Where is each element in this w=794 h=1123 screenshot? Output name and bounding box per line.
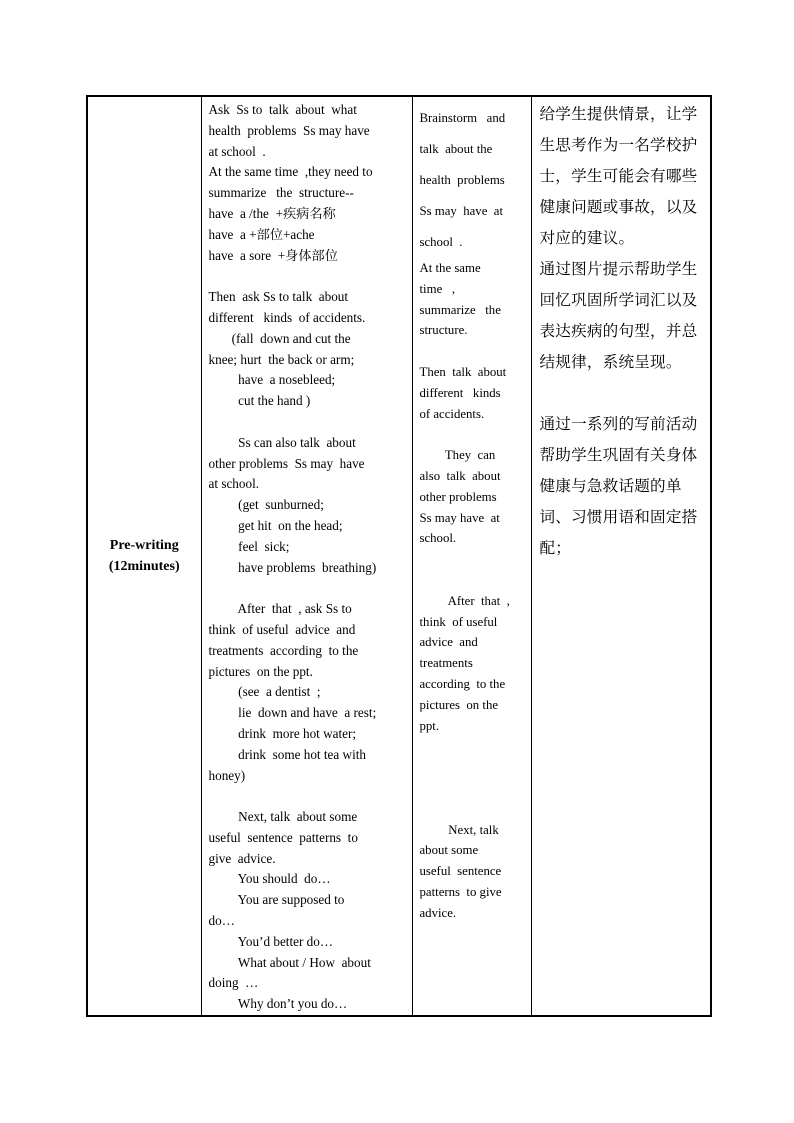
text-line: 通过图片提示帮助学生 (539, 260, 698, 278)
text-line: useful sentence patterns to (208, 829, 358, 845)
text-line: school . (419, 235, 463, 249)
stage-name: Pre-writing (109, 538, 179, 554)
text-line: (get sunburned; (208, 497, 324, 513)
text-line: At the same time ,they need to (208, 164, 373, 180)
text-line: cut the hand ) (208, 393, 311, 409)
text-line: advice and (419, 635, 478, 650)
text-line: 回忆巩固所学词汇以及 (539, 291, 698, 309)
text-line: lie down and have a rest; (208, 705, 377, 721)
text-line: Why don’t you do… (208, 996, 348, 1012)
text-line: at school. (208, 476, 260, 492)
student-activity-cell (412, 96, 531, 1016)
text-line: advice. (419, 905, 457, 920)
blank-line (209, 266, 412, 287)
text-line: ppt. (419, 718, 440, 733)
text-line: At the same (419, 261, 481, 275)
blank-line (420, 736, 531, 757)
text-line: different kinds (419, 385, 501, 400)
text-line: (fall down and cut the (208, 330, 351, 346)
text-line: knee; hurt the back or arm; (208, 351, 355, 367)
text-line: pictures on the (419, 697, 499, 712)
teacher-activity-text (209, 100, 412, 1015)
text-line: 通过一系列的写前活动 (539, 415, 698, 433)
blank-line (209, 578, 412, 599)
text-line: useful sentence (419, 864, 502, 879)
student-activity-brainstorm (420, 103, 531, 258)
text-line: You should do… (208, 871, 331, 887)
blank-line (540, 378, 705, 409)
text-line: 对应的建议。 (539, 229, 635, 247)
text-line: at school . (208, 143, 266, 159)
stage-duration: (12minutes) (108, 559, 180, 575)
blank-line (420, 757, 531, 778)
stage-cell (87, 96, 201, 1016)
text-line: Next, talk (419, 822, 499, 837)
text-line: give advice. (208, 850, 276, 866)
text-line: different kinds of accidents. (208, 309, 366, 325)
text-line: Ss can also talk about (208, 434, 356, 450)
text-line: drink some hot tea with (208, 746, 366, 762)
blank-line (420, 424, 531, 445)
text-line: have a sore +身体部位 (208, 247, 338, 263)
text-line: (see a dentist ; (208, 684, 321, 700)
text-line: summarize the structure-- (208, 185, 354, 201)
text-line: also talk about (419, 468, 501, 483)
text-line: 表达疾病的句型，并总 (539, 322, 698, 340)
text-line: 生思考作为一名学校护 (539, 136, 698, 154)
blank-line (209, 786, 412, 807)
text-line: according to the (419, 676, 506, 691)
text-line: Brainstorm and (419, 111, 506, 125)
text-line: You are supposed to (208, 892, 345, 908)
text-line: 帮助学生巩固有关身体 (539, 446, 698, 464)
text-line: pictures on the ppt. (208, 663, 313, 679)
text-line: have a nosebleed; (208, 372, 336, 388)
teacher-activity-cell (201, 96, 412, 1016)
text-line: get hit on the head; (208, 517, 343, 533)
text-line: You’d better do… (208, 933, 334, 949)
text-line: have a +部位+ache (208, 226, 315, 242)
text-line: think of useful (419, 614, 498, 629)
purpose-cell (531, 96, 711, 1016)
text-line: After that , ask Ss to (208, 601, 352, 617)
text-line: 结规律，系统呈现。 (539, 353, 682, 371)
text-line: They can (419, 448, 496, 463)
table-row (87, 96, 711, 1016)
blank-line (420, 341, 531, 362)
text-line: talk about the (419, 142, 493, 156)
text-line: feel sick; (208, 538, 290, 554)
text-line: have problems breathing) (208, 559, 377, 575)
purpose-text (540, 99, 705, 564)
blank-line (420, 570, 531, 591)
text-line: drink more hot water; (208, 725, 357, 741)
text-line: Next, talk about some (208, 809, 358, 825)
text-line: treatments (419, 656, 473, 671)
text-line: Ss may have at (419, 510, 500, 525)
text-line: treatments according to the (208, 642, 359, 658)
blank-line (420, 778, 531, 799)
text-line: After that , (419, 593, 510, 608)
text-line: 词、习惯用语和固定搭 (539, 508, 698, 526)
text-line: of accidents. (419, 406, 485, 421)
text-line: school. (419, 531, 457, 546)
text-line: 给学生提供情景，让学 (539, 105, 698, 123)
text-line: summarize the (419, 302, 501, 317)
text-line: do… (208, 913, 235, 929)
text-line: What about / How about (208, 954, 371, 970)
text-line: Then ask Ss to talk about (208, 289, 349, 305)
text-line: 健康与急救话题的单 (539, 477, 682, 495)
text-line: Then talk about (419, 364, 507, 379)
text-line: other problems (419, 489, 497, 504)
text-line: think of useful advice and (208, 621, 356, 637)
lesson-plan-table (86, 95, 712, 1017)
text-line: structure. (419, 323, 468, 338)
student-activity-text (420, 258, 531, 924)
text-line: 士，学生可能会有哪些 (539, 167, 698, 185)
text-line: Ask Ss to talk about what (208, 102, 357, 117)
text-line: other problems Ss may have (208, 455, 365, 471)
blank-line (209, 412, 412, 433)
blank-line (420, 799, 531, 820)
blank-line (420, 549, 531, 570)
text-line: 健康问题或事故，以及 (539, 198, 698, 216)
text-line: honey) (208, 767, 246, 783)
text-line: health problems Ss may have (208, 122, 370, 138)
text-line: patterns to give (419, 884, 502, 899)
text-line: doing … (208, 975, 259, 991)
text-line: health problems (419, 173, 505, 187)
text-line: have a /the +疾病名称 (208, 205, 336, 221)
text-line: 配； (539, 539, 572, 557)
text-line: Ss may have at (419, 204, 504, 218)
text-line: time , (419, 281, 456, 296)
text-line: about some (419, 843, 479, 858)
